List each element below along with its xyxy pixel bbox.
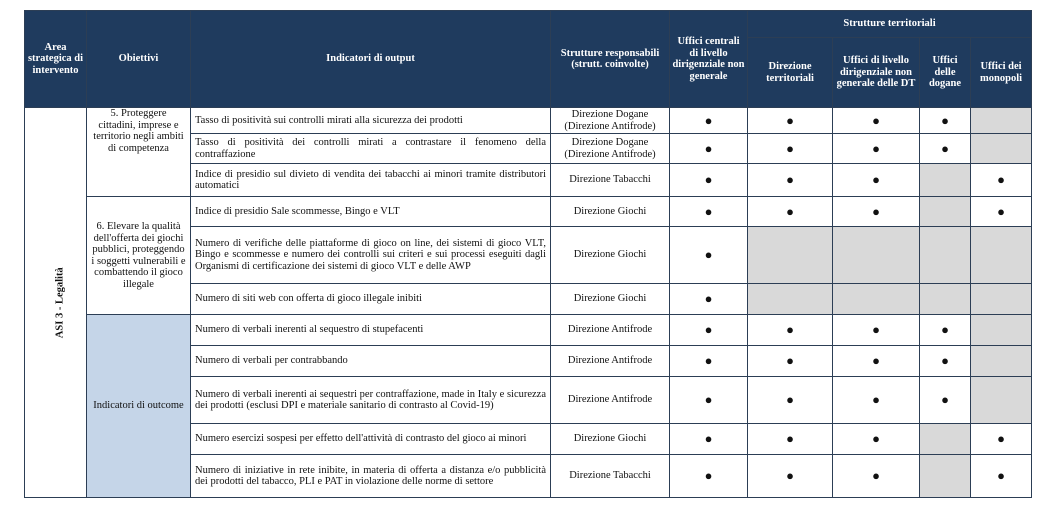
responsible-cell: Direzione Antifrode — [551, 377, 670, 424]
responsible-cell: Direzione Tabacchi — [551, 455, 670, 498]
responsible-cell: Direzione Dogane (Direzione Antifrode) — [551, 108, 670, 134]
bullet-icon: ● — [748, 164, 833, 197]
bullet-icon: ● — [971, 424, 1032, 455]
responsible-cell: Direzione Giochi — [551, 197, 670, 227]
bullet-icon: ● — [748, 377, 833, 424]
responsible-cell: Direzione Tabacchi — [551, 164, 670, 197]
empty-cell — [748, 227, 833, 284]
bullet-icon: ● — [748, 455, 833, 498]
indicator-cell: Tasso di positività sui controlli mirati alla sicurezza dei prodotti — [191, 108, 551, 134]
empty-cell — [920, 455, 971, 498]
bullet-icon: ● — [833, 377, 920, 424]
empty-cell — [920, 227, 971, 284]
empty-cell — [833, 227, 920, 284]
bullet-icon: ● — [670, 455, 748, 498]
bullet-icon: ● — [670, 346, 748, 377]
table-row — [25, 197, 1032, 227]
bullet-icon: ● — [971, 197, 1032, 227]
empty-cell — [971, 108, 1032, 134]
header-direzione-territoriali: Direzione territoriali — [748, 38, 833, 108]
area-cell — [25, 108, 87, 498]
bullet-icon: ● — [920, 134, 971, 164]
responsible-cell: Direzione Giochi — [551, 227, 670, 284]
bullet-icon: ● — [833, 346, 920, 377]
empty-cell — [971, 377, 1032, 424]
table-header — [25, 11, 1032, 108]
header-uffici-dogane: Uffici delle dogane — [920, 38, 971, 108]
table-body — [25, 108, 1032, 498]
bullet-icon: ● — [670, 108, 748, 134]
empty-cell — [920, 284, 971, 315]
empty-cell — [971, 346, 1032, 377]
bullet-icon: ● — [670, 197, 748, 227]
bullet-icon: ● — [920, 315, 971, 346]
empty-cell — [971, 284, 1032, 315]
empty-cell — [920, 164, 971, 197]
header-uffici-livello-dt: Uffici di livello dirigenziale non generale delle DT — [833, 38, 920, 108]
bullet-icon: ● — [833, 424, 920, 455]
bullet-icon: ● — [670, 284, 748, 315]
header-uffici-centrali: Uffici centrali di livello dirigenziale non generale — [670, 11, 748, 108]
responsible-cell: Direzione Giochi — [551, 284, 670, 315]
area-label: ASI 3 - Legalità — [54, 267, 66, 338]
table-wrapper — [24, 10, 1032, 498]
bullet-icon: ● — [971, 455, 1032, 498]
table-row — [25, 108, 1032, 134]
bullet-icon: ● — [920, 108, 971, 134]
bullet-icon: ● — [748, 134, 833, 164]
bullet-icon: ● — [748, 315, 833, 346]
indicator-cell: Numero esercizi sospesi per effetto dell'attività di contrasto del gioco ai minori — [191, 424, 551, 455]
empty-cell — [748, 284, 833, 315]
empty-cell — [920, 424, 971, 455]
responsible-cell: Direzione Dogane (Direzione Antifrode) — [551, 134, 670, 164]
empty-cell — [833, 284, 920, 315]
empty-cell — [920, 197, 971, 227]
header-strutture-territoriali: Strutture territoriali — [748, 11, 1032, 38]
bullet-icon: ● — [670, 424, 748, 455]
responsible-cell: Direzione Antifrode — [551, 346, 670, 377]
header-strutture-responsabili: Strutture responsabili (strutt. coinvolte) — [551, 11, 670, 108]
objective-cell: 5. Proteggere cittadini, imprese e territorio negli ambiti di competenza — [87, 108, 191, 197]
indicator-cell: Numero di verbali inerenti ai sequestri per contraffazione, made in Italy e sicurezza dei prodotti (esclusi DPI e materiale sanitario di contrasto al Covid-19) — [191, 377, 551, 424]
indicator-cell: Numero di verifiche delle piattaforme di gioco on line, dei sistemi di gioco VLT, Bingo e scommesse e numero dei controlli sui criteri e sui processi eseguiti dagli Organismi di certificazione dei sistemi di gioco VLT e delle AWP — [191, 227, 551, 284]
bullet-icon: ● — [748, 108, 833, 134]
bullet-icon: ● — [971, 164, 1032, 197]
bullet-icon: ● — [833, 134, 920, 164]
indicator-cell: Indice di presidio sul divieto di vendita dei tabacchi ai minori tramite distributori automatici — [191, 164, 551, 197]
indicator-cell: Tasso di positività dei controlli mirati a contrastare il fenomeno della contraffazione — [191, 134, 551, 164]
indicator-cell: Numero di siti web con offerta di gioco illegale inibiti — [191, 284, 551, 315]
bullet-icon: ● — [670, 164, 748, 197]
objective-cell: 6. Elevare la qualità dell'offerta dei giochi pubblici, proteggendo i soggetti vulnerabili e combattendo il gioco illegale — [87, 197, 191, 315]
header-area: Area strategica di intervento — [25, 11, 87, 108]
indicator-cell: Indice di presidio Sale scommesse, Bingo e VLT — [191, 197, 551, 227]
bullet-icon: ● — [833, 108, 920, 134]
outcome-label: Indicatori di outcome — [87, 315, 191, 498]
empty-cell — [971, 227, 1032, 284]
bullet-icon: ● — [833, 315, 920, 346]
bullet-icon: ● — [833, 197, 920, 227]
responsible-cell: Direzione Antifrode — [551, 315, 670, 346]
header-uffici-monopoli: Uffici dei monopoli — [971, 38, 1032, 108]
indicators-table — [24, 10, 1032, 498]
empty-cell — [971, 134, 1032, 164]
bullet-icon: ● — [920, 346, 971, 377]
header-obiettivi: Obiettivi — [87, 11, 191, 108]
indicator-cell: Numero di verbali inerenti al sequestro di stupefacenti — [191, 315, 551, 346]
bullet-icon: ● — [833, 164, 920, 197]
bullet-icon: ● — [833, 455, 920, 498]
bullet-icon: ● — [748, 424, 833, 455]
indicator-cell: Numero di verbali per contrabbando — [191, 346, 551, 377]
bullet-icon: ● — [670, 377, 748, 424]
bullet-icon: ● — [670, 315, 748, 346]
bullet-icon: ● — [670, 227, 748, 284]
bullet-icon: ● — [920, 377, 971, 424]
empty-cell — [971, 315, 1032, 346]
header-indicatori: Indicatori di output — [191, 11, 551, 108]
bullet-icon: ● — [748, 197, 833, 227]
bullet-icon: ● — [748, 346, 833, 377]
bullet-icon: ● — [670, 134, 748, 164]
responsible-cell: Direzione Giochi — [551, 424, 670, 455]
indicator-cell: Numero di iniziative in rete inibite, in materia di offerta a distanza e/o pubblicità dei prodotti del tabacco, PLI e PAT in violazione delle norme di settore — [191, 455, 551, 498]
table-row — [25, 315, 1032, 346]
